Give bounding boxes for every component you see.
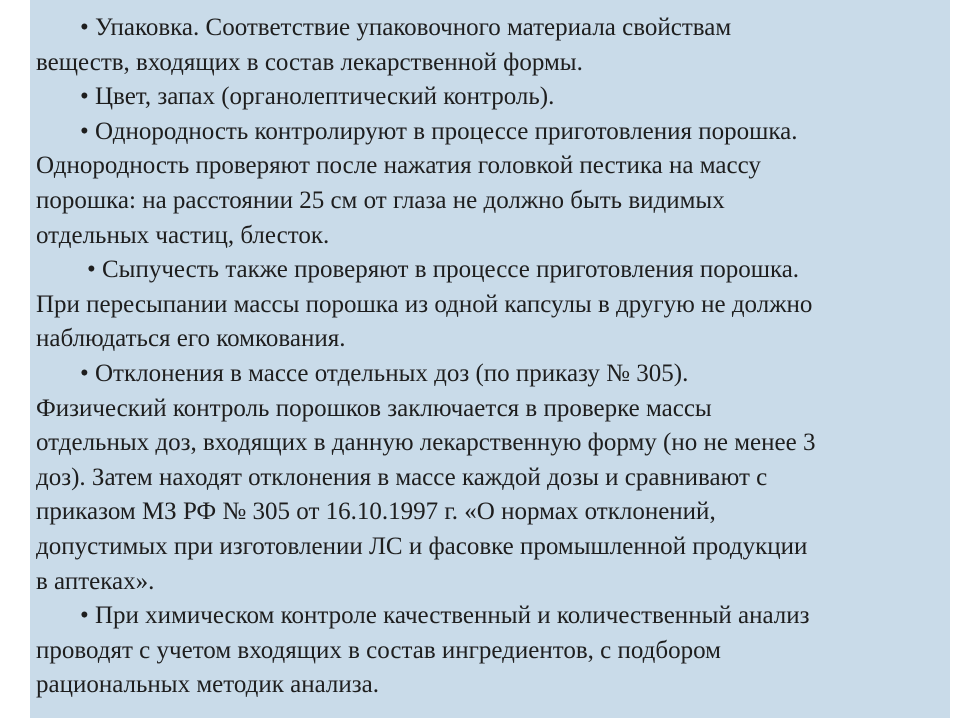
text-line: порошка: на расстоянии 25 см от глаза не должно быть видимых [36, 186, 725, 214]
text-line: приказом МЗ РФ № 305 от 16.10.1997 г. «О нормах отклонений, [36, 498, 716, 526]
bullet-packaging: • Упаковка. Соответствие упаковочного материала свойствам [80, 14, 732, 41]
text-line: рациональных методик анализа. [36, 671, 380, 699]
body-text [36, 11, 951, 703]
text-line: проводят с учетом входящих в состав ингредиентов, с подбором [36, 636, 721, 664]
text-line: доз). Затем находят отклонения в массе каждой дозы и сравнивают с [36, 463, 768, 491]
text-line: веществ, входящих в состав лекарственной формы. [36, 48, 583, 76]
text-line: отдельных доз, входящих в данную лекарственную форму (но не менее 3 [36, 429, 816, 457]
text-line: Однородность проверяют после нажатия головкой пестика на массу [36, 152, 761, 180]
text-line: наблюдаться его комкования. [36, 325, 346, 353]
bullet-flowability: • Сыпучесть также проверяют в процессе приготовления порошка. [87, 256, 800, 284]
bullet-color-smell: • Цвет, запах (органолептический контроль). [80, 83, 555, 111]
text-line: отдельных частиц, блесток. [36, 221, 330, 249]
bullet-dose-deviation: • Отклонения в массе отдельных доз (по приказу № 305). [80, 359, 689, 387]
text-line: допустимых при изготовлении ЛС и фасовке промышленной продукции [36, 532, 808, 560]
text-line: При пересыпании массы порошка из одной капсулы в другую не должно [36, 290, 813, 318]
bullet-uniformity: • Однородность контролируют в процессе приготовления порошка. [80, 117, 798, 145]
text-line: в аптеках». [36, 567, 155, 595]
bullet-chemical-control: • При химическом контроле качественный и количественный анализ [80, 602, 810, 630]
text-line: Физический контроль порошков заключается в проверке массы [36, 394, 712, 422]
